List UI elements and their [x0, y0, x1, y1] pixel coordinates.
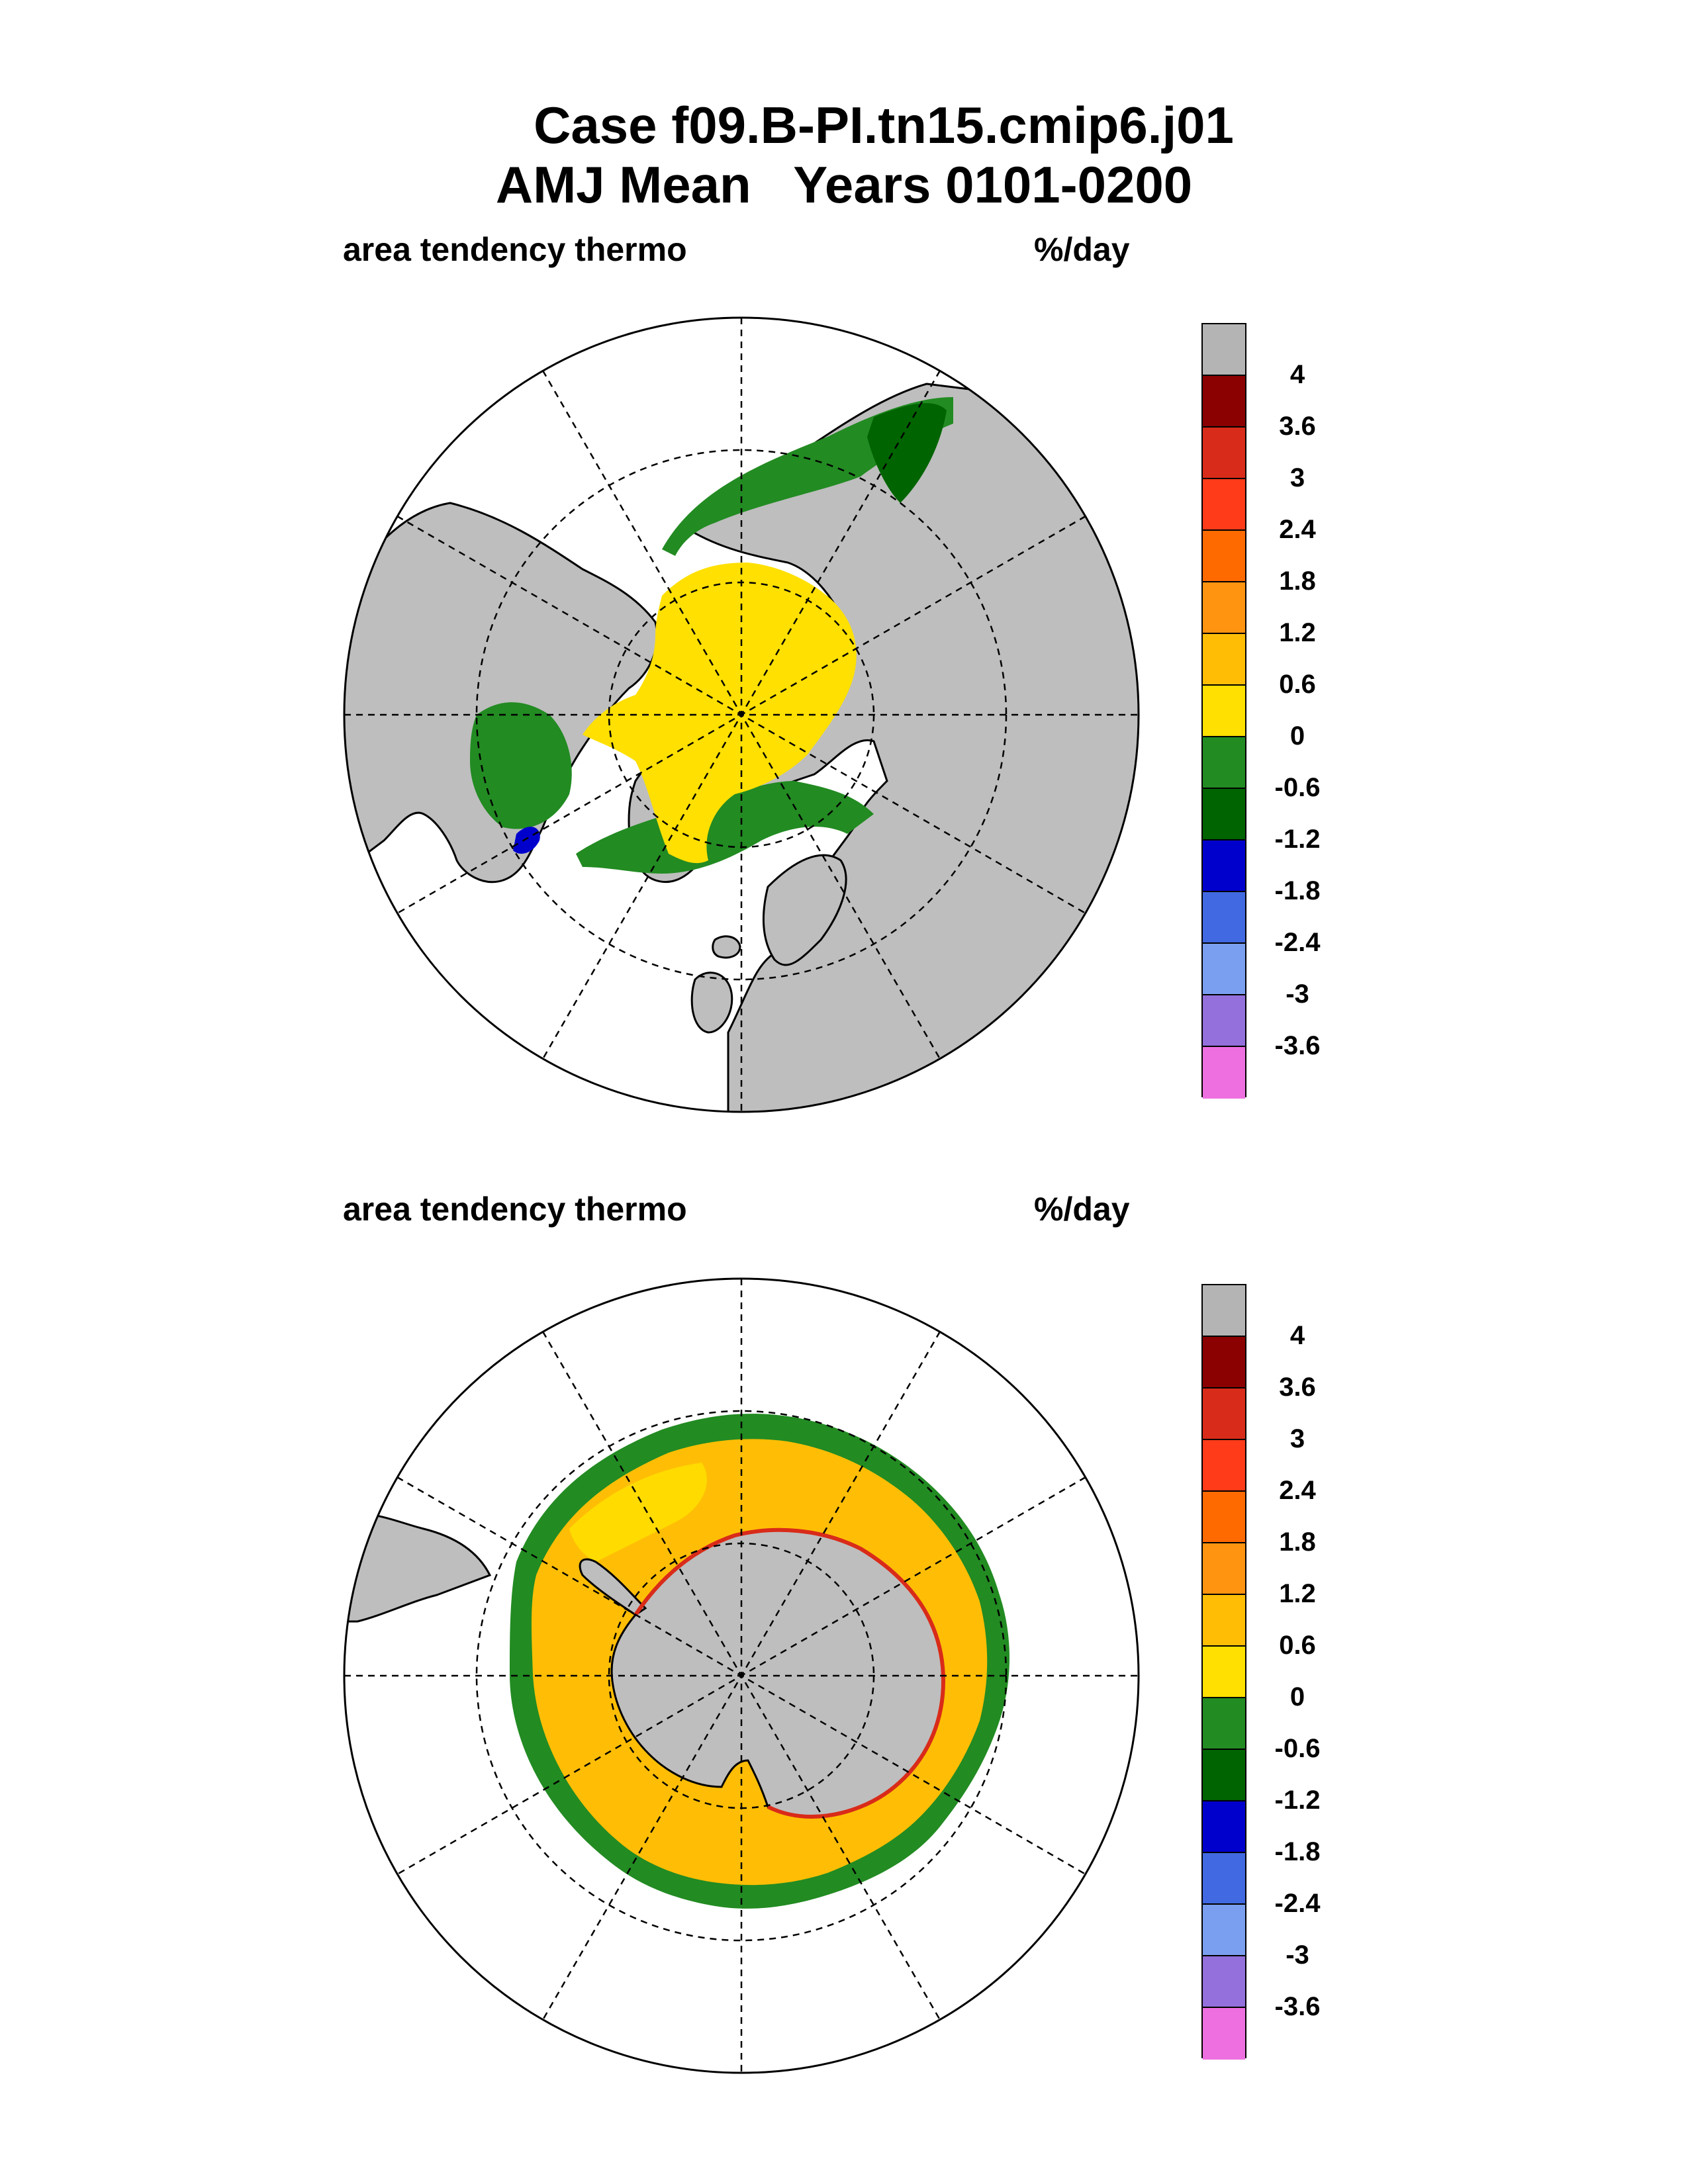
north-colorbar-label: -0.6	[1274, 773, 1321, 802]
south-colorbar-label: -2.4	[1274, 1889, 1321, 1918]
figure-title-line1: Case f09.B-PI.tn15.cmip6.j01	[534, 96, 1234, 154]
south-panel-variable-label: area tendency thermo	[343, 1191, 687, 1228]
north-colorbar-swatch	[1203, 479, 1245, 531]
south-colorbar-swatch	[1203, 1956, 1245, 2008]
south-colorbar-swatch	[1203, 1801, 1245, 1853]
south-colorbar-label: -3.6	[1274, 1992, 1321, 2021]
south-colorbar-label: 3	[1289, 1424, 1305, 1453]
south-colorbar-swatch	[1203, 2008, 1245, 2060]
south-colorbar-swatch	[1203, 1285, 1245, 1337]
north-colorbar-swatch	[1203, 1047, 1245, 1099]
south-colorbar-swatch	[1203, 1388, 1245, 1440]
south-colorbar-swatch	[1203, 1698, 1245, 1750]
north-panel-variable-label: area tendency thermo	[343, 231, 687, 268]
south-panel-units-label: %/day	[1034, 1191, 1130, 1228]
north-colorbar-swatches	[1201, 323, 1246, 1097]
north-colorbar-label: 3.6	[1279, 412, 1316, 441]
south-colorbar-swatch	[1203, 1647, 1245, 1698]
south-colorbar-label: 2.4	[1279, 1476, 1316, 1505]
south-colorbar-swatch	[1203, 1337, 1245, 1388]
north-colorbar-swatch	[1203, 634, 1245, 686]
north-colorbar-swatch	[1203, 428, 1245, 479]
south-polar-map	[344, 1279, 1139, 2073]
south-colorbar-label: -0.6	[1274, 1734, 1321, 1763]
south-colorbar-label: 0	[1289, 1682, 1305, 1711]
north-colorbar-label: 0.6	[1279, 670, 1316, 699]
north-colorbar	[1201, 323, 1246, 1097]
figure-title-line2: AMJ Mean Years 0101-0200	[495, 156, 1193, 214]
north-colorbar-swatch	[1203, 789, 1245, 841]
north-colorbar-swatch	[1203, 944, 1245, 995]
north-colorbar-swatch	[1203, 324, 1245, 376]
north-land-iceland	[713, 936, 740, 958]
north-colorbar-label: -2.4	[1274, 928, 1321, 957]
south-colorbar-swatch	[1203, 1543, 1245, 1595]
south-colorbar-swatch	[1203, 1492, 1245, 1543]
north-colorbar-label: -1.2	[1274, 825, 1321, 854]
south-colorbar-label: 0.6	[1279, 1631, 1316, 1660]
south-colorbar-label: -3	[1286, 1940, 1309, 1970]
north-colorbar-swatch	[1203, 995, 1245, 1047]
north-colorbar-label: -3	[1286, 979, 1309, 1009]
south-colorbar-label: 1.8	[1279, 1527, 1316, 1557]
south-colorbar-label: 3.6	[1279, 1373, 1316, 1402]
north-colorbar-swatch	[1203, 892, 1245, 944]
south-colorbar-swatches	[1201, 1284, 1246, 2058]
south-colorbar-swatch	[1203, 1905, 1245, 1956]
north-colorbar-label: -1.8	[1274, 876, 1321, 905]
north-colorbar-label: 2.4	[1279, 515, 1316, 544]
south-colorbar-label: 1.2	[1279, 1579, 1316, 1608]
south-colorbar-swatch	[1203, 1595, 1245, 1647]
north-colorbar-label: 4	[1289, 360, 1305, 389]
south-colorbar-label: -1.2	[1274, 1786, 1321, 1815]
south-colorbar-label: -1.8	[1274, 1837, 1321, 1866]
north-colorbar-swatch	[1203, 737, 1245, 789]
south-colorbar-label: 4	[1289, 1321, 1305, 1350]
north-polar-map	[344, 318, 1165, 1125]
north-colorbar-label: -3.6	[1274, 1031, 1321, 1060]
north-colorbar-label: 3	[1289, 463, 1305, 492]
north-colorbar-label: 1.8	[1279, 567, 1316, 596]
north-colorbar-label: 0	[1289, 721, 1305, 751]
north-panel-units-label: %/day	[1034, 231, 1130, 268]
north-colorbar-label: 1.2	[1279, 618, 1316, 647]
north-colorbar-swatch	[1203, 841, 1245, 892]
south-colorbar-swatch	[1203, 1750, 1245, 1801]
north-colorbar-swatch	[1203, 531, 1245, 582]
south-colorbar-swatch	[1203, 1853, 1245, 1905]
north-colorbar-swatch	[1203, 582, 1245, 634]
south-colorbar	[1201, 1284, 1246, 2058]
north-colorbar-swatch	[1203, 376, 1245, 428]
south-colorbar-swatch	[1203, 1440, 1245, 1492]
north-colorbar-swatch	[1203, 686, 1245, 737]
